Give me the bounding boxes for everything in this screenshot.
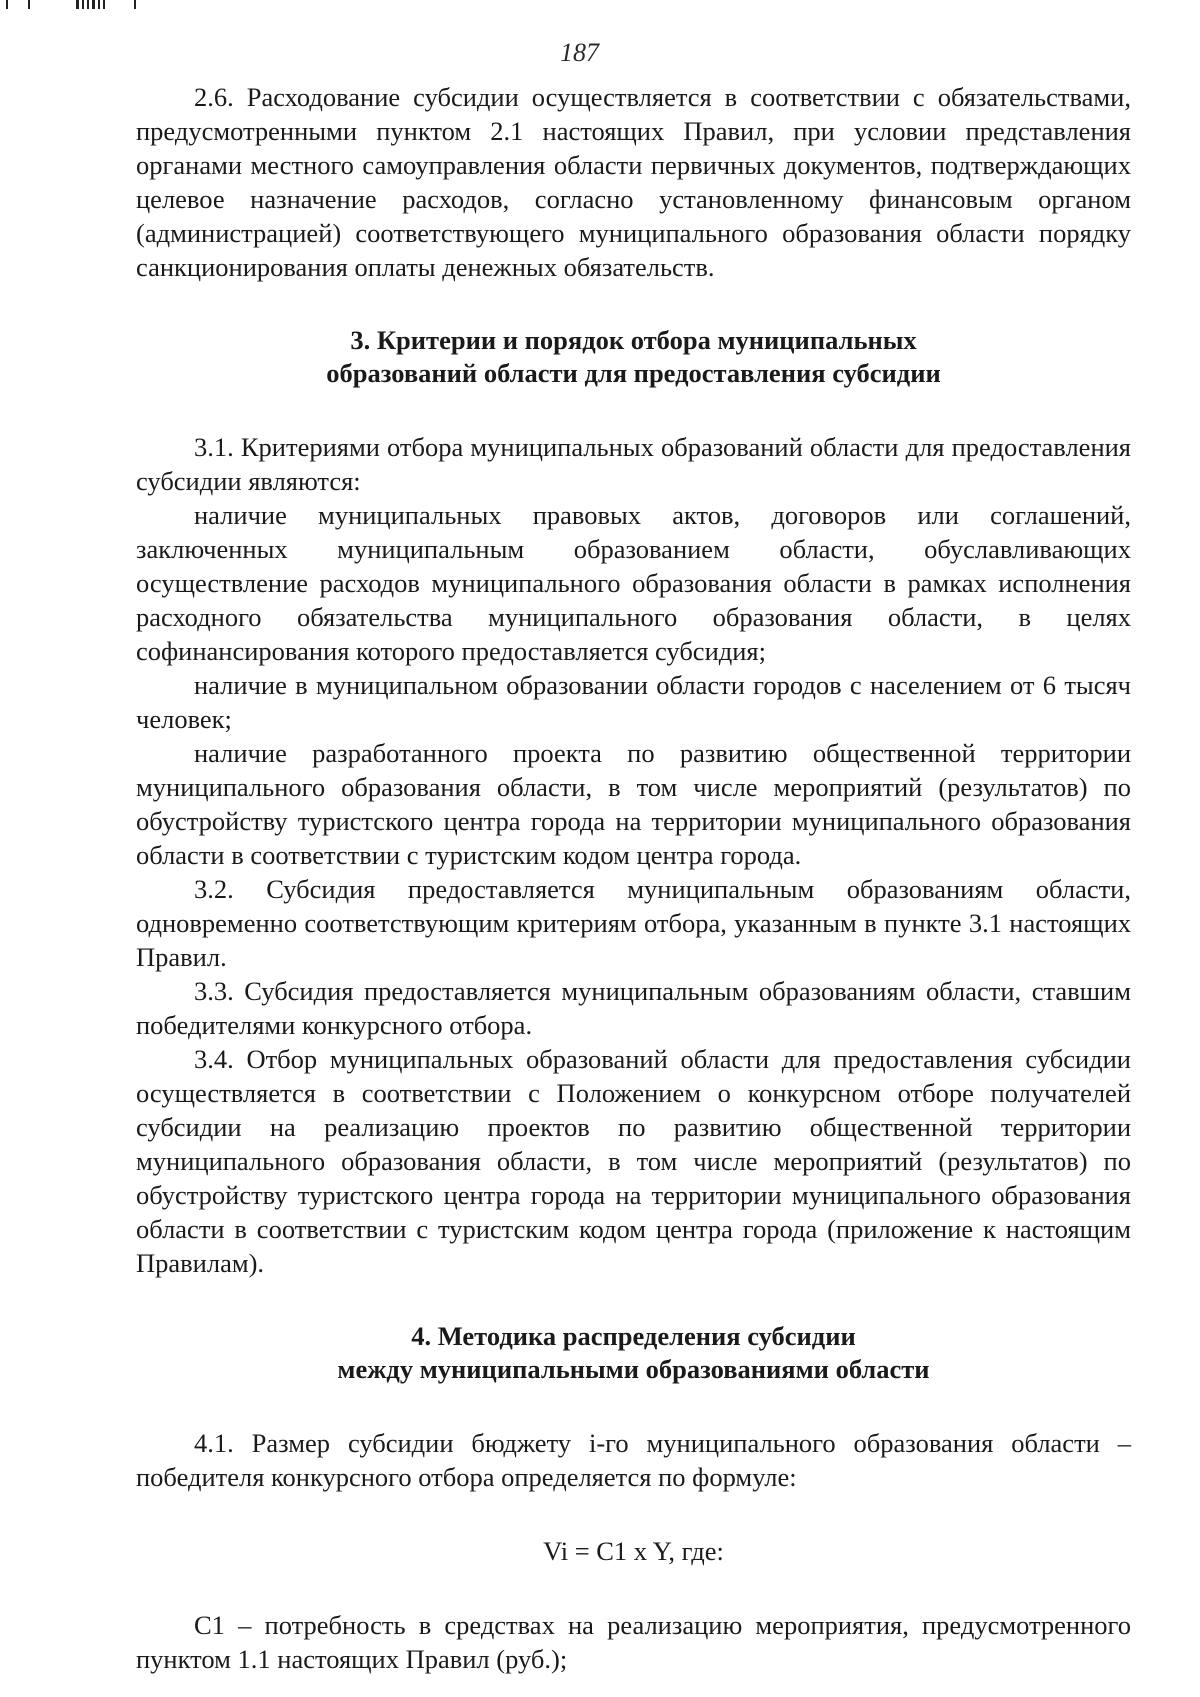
section-4-heading-line-2: между муниципальными образованиями области <box>337 1354 930 1384</box>
paragraph-2-6: 2.6. Расходование субсидии осуществляется в соответствии с обязательствами, предусмотренными пунктом 2.1 настоящих Правил, при условии представления органами местного самоуправления области первичных документов, подтверждающих целевое назначение расходов, согласно установленному финансовым органом (администрацией) соответствующего муниципального образования области порядку санкционирования оплаты денежных обязательств. <box>136 82 1131 282</box>
paragraph-3-3: 3.3. Субсидия предоставляется муниципальным образованиям области, ставшим победителями конкурсного отбора. <box>136 976 1131 1040</box>
paragraph-4-1: 4.1. Размер субсидии бюджету i-го муниципального образования области – победителя конкурсного отбора определяется по формуле: <box>136 1428 1131 1492</box>
paragraph-3-2: 3.2. Субсидия предоставляется муниципальным образованиям области, одновременно соответствующим критериям отбора, указанным в пункте 3.1 настоящих Правил. <box>136 874 1131 972</box>
page-number: 187 <box>560 38 599 67</box>
paragraph-3-1: 3.1. Критериями отбора муниципальных образований области для предоставления субсидии являются: <box>136 432 1131 496</box>
scan-artifact-marks <box>6 0 156 10</box>
paragraph-3-4: 3.4. Отбор муниципальных образований области для предоставления субсидии осуществляется в соответствии с Положением о конкурсном отборе получателей субсидии на реализацию проектов по развитию общественной территории муниципального образования области, в том числе мероприятий (результатов) по обустройству туристского центра города на территории муниципального образования области в соответствии с туристским кодом центра города (приложение к настоящим Правилам). <box>136 1044 1131 1278</box>
document-body <box>136 80 1131 1676</box>
paragraph-c1-definition: C1 – потребность в средствах на реализацию мероприятия, предусмотренного пунктом 1.1 настоящих Правил (руб.); <box>136 1610 1131 1674</box>
paragraph-criterion-3: наличие разработанного проекта по развитию общественной территории муниципального образования области, в том числе мероприятий (результатов) по обустройству туристского центра города на территории муниципального образования области в соответствии с туристским кодом центра города. <box>136 738 1131 870</box>
formula: Vi = C1 x Y, где: <box>543 1536 724 1566</box>
section-4-heading-line-1: 4. Методика распределения субсидии <box>411 1321 856 1351</box>
section-3-heading-line-2: образований области для предоставления субсидии <box>326 358 941 388</box>
paragraph-criterion-1: наличие муниципальных правовых актов, договоров или соглашений, заключенных муниципальным образованием области, обуславливающих осуществление расходов муниципального образования области в рамках исполнения расходного обязательства муниципального образования области, в целях софинансирования которого предоставляется субсидия; <box>136 500 1131 666</box>
section-4-heading <box>136 1320 1131 1386</box>
section-3-heading <box>136 324 1131 390</box>
section-3-heading-line-1: 3. Критерии и порядок отбора муниципальных <box>350 325 917 355</box>
paragraph-criterion-2: наличие в муниципальном образовании области городов с населением от 6 тысяч человек; <box>136 670 1131 734</box>
